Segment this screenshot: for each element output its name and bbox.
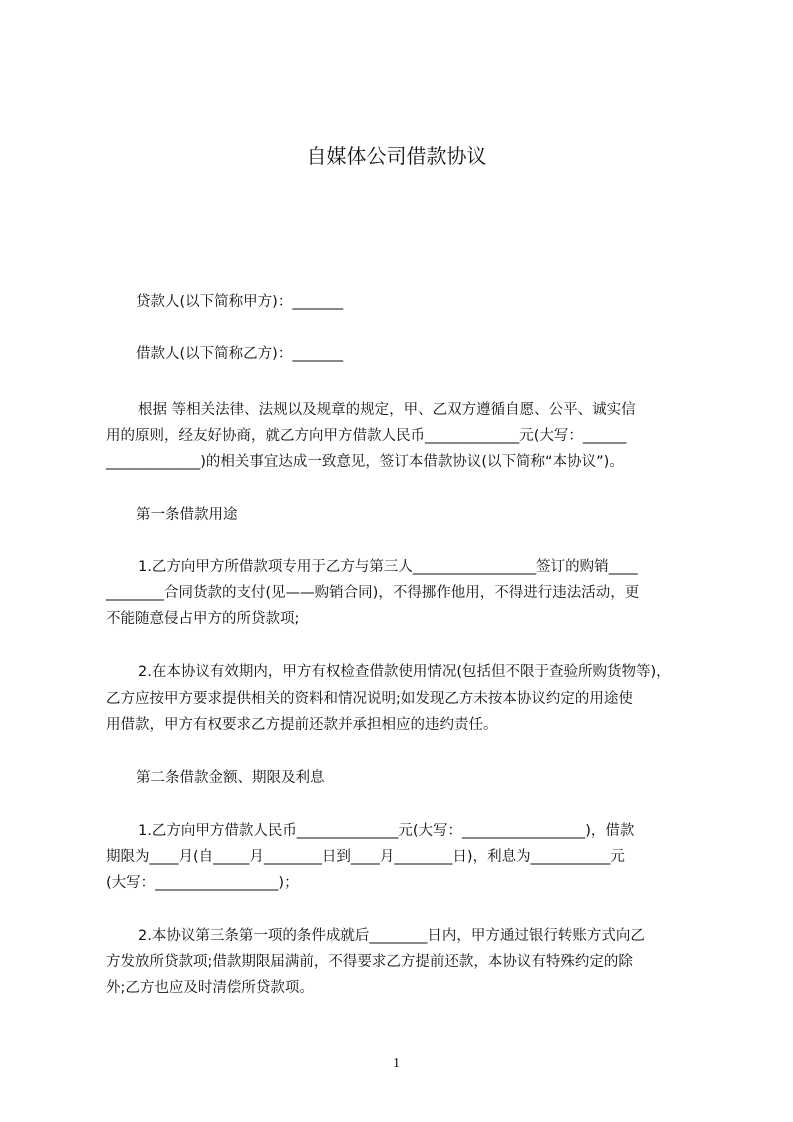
article2-item2-line: 外;乙方也应及时清偿所贷款项。	[106, 980, 314, 996]
article1-item2-line: 2.在本协议有效期内，甲方有权检查借款使用情况(包括但不限于查验所购货物等)，	[138, 664, 671, 680]
preamble-line: 用的原则，经友好协商，就乙方向甲方借款人民币_____________元(大写：______	[106, 428, 627, 444]
article2-item2-line: 方发放所贷款项;借款期限届满前，不得要求乙方提前还款，本协议有特殊约定的除	[106, 954, 633, 970]
article1-item2-line: 乙方应按甲方要求提供相关的资料和情况说明;如发现乙方未按本协议约定的用途使	[106, 691, 633, 707]
article2-item1-line: (大写：_________________)；	[106, 875, 299, 891]
article1-item1-line: ________合同货款的支付(见——购销合同)，不得挪作他用，不得进行违法活动，更	[106, 585, 640, 601]
borrower-line: 借款人(以下简称乙方)：_______	[136, 346, 344, 362]
article2-item1-line: 期限为____月(自_____月________日到____月________日)，利息为___________元	[106, 849, 625, 865]
article1-item1-line: 不能随意侵占甲方的所贷款项;	[106, 611, 300, 627]
article2-heading: 第二条借款金额、期限及利息	[136, 770, 325, 786]
article1-item1-line: 1.乙方向甲方所借款项专用于乙方与第三人_________________签订的购销____	[138, 559, 638, 575]
page-number: 1	[393, 1056, 400, 1071]
lender-line: 贷款人(以下简称甲方)：_______	[136, 294, 344, 310]
article1-heading: 第一条借款用途	[136, 507, 238, 523]
article2-item1-line: 1.乙方向甲方借款人民币______________元(大写：_________________)，借款	[138, 823, 635, 839]
article1-item2-line: 用借款，甲方有权要求乙方提前还款并承担相应的违约责任。	[106, 717, 498, 733]
preamble-line: _____________)的相关事宜达成一致意见，签订本借款协议(以下简称“本协议”)。	[106, 454, 624, 470]
article2-item2-line: 2.本协议第三条第一项的条件成就后________日内，甲方通过银行转账方式向乙	[138, 928, 645, 944]
preamble-line: 根据 等相关法律、法规以及规章的规定，甲、乙双方遵循自愿、公平、诚实信	[138, 402, 636, 418]
document-title: 自媒体公司借款协议	[306, 144, 487, 168]
